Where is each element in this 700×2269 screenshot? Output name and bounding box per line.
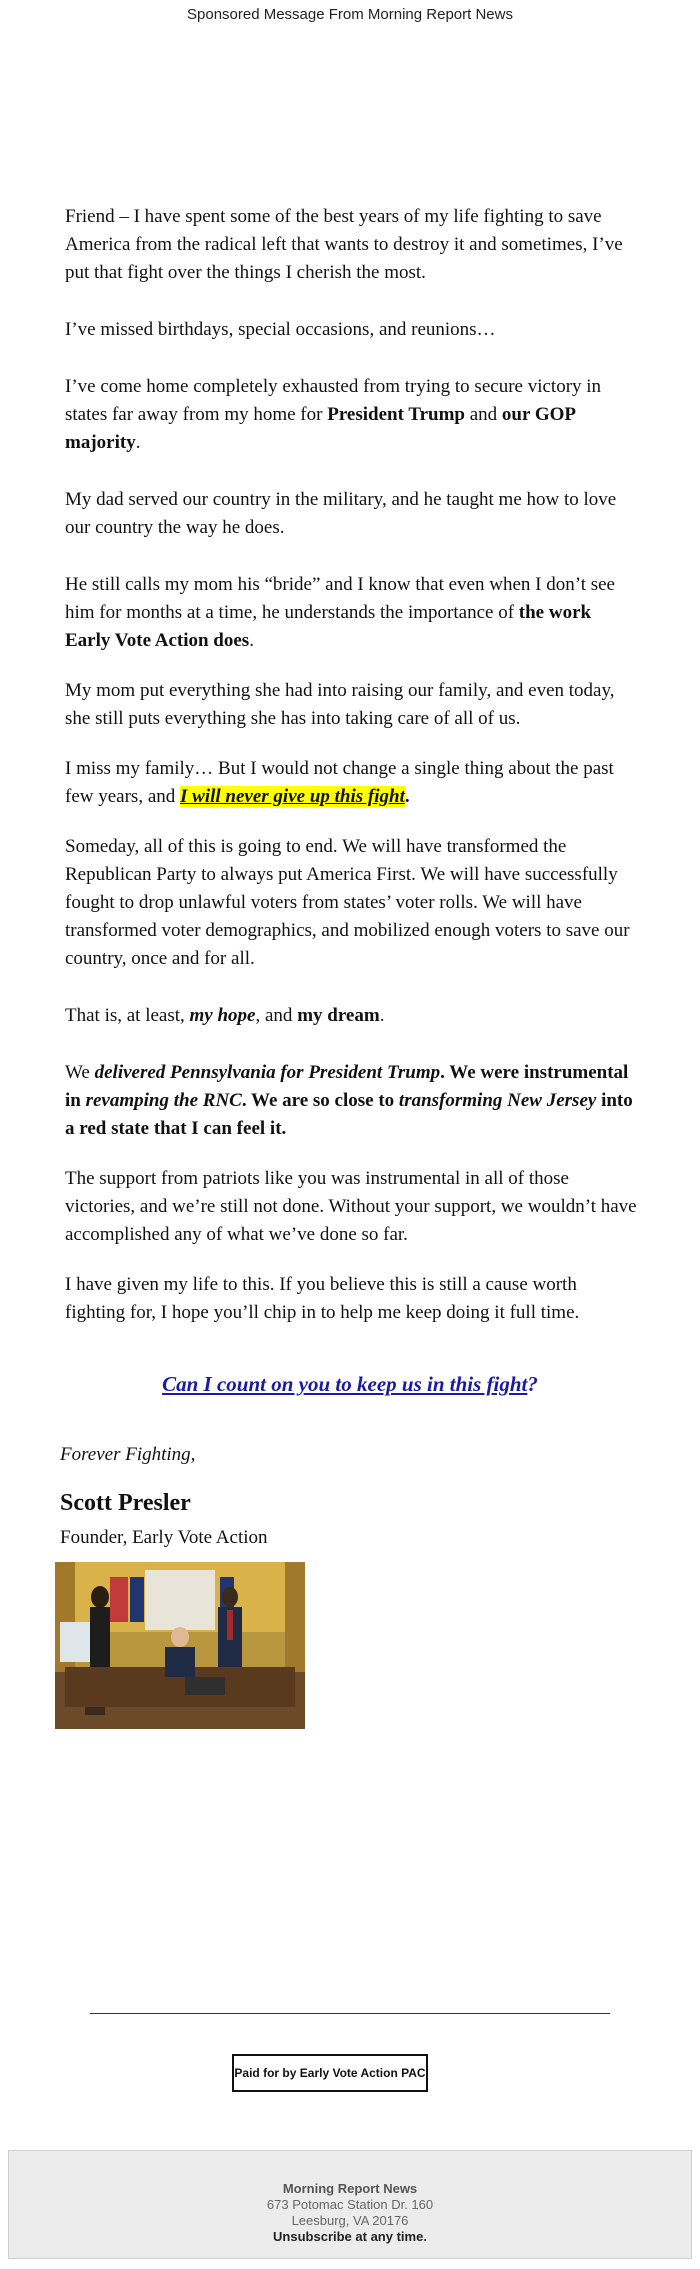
footer xyxy=(8,2150,692,2259)
footer-divider xyxy=(90,2013,610,2014)
donate-cta-suffix: ? xyxy=(527,1372,538,1396)
paragraph-10 xyxy=(65,1059,640,1143)
paragraph-9 xyxy=(65,1002,640,1030)
paragraph-11: The support from patriots like you was instrumental in all of those victories, and we’re still not done. Without your support, we wouldn’t have accomplished any of what we’ve done so far. xyxy=(65,1168,637,1245)
p9-text-e: . xyxy=(379,1005,385,1026)
footer-address-line-2: Leesburg, VA 20176 xyxy=(291,2213,409,2228)
never-give-up-link[interactable]: I will never give up this fight xyxy=(180,786,405,807)
never-give-up-highlight xyxy=(180,786,405,807)
p3-bold-president: President Trump xyxy=(327,404,465,425)
sponsored-header: Sponsored Message From Morning Report News xyxy=(187,6,513,23)
p9-text-c: , and xyxy=(255,1005,298,1026)
paragraph-2: I’ve missed birthdays, special occasions, and reunions… xyxy=(65,319,496,340)
paragraph-7 xyxy=(65,755,640,811)
p10-text-g: into a red state that I can feel it. xyxy=(65,1090,633,1139)
donate-cta-link[interactable]: Can I count on you to keep us in this fight xyxy=(162,1372,528,1396)
p5-text-c: . xyxy=(249,630,254,651)
paragraph-8: Someday, all of this is going to end. We will have transformed the Republican Party to always put America First. We will have successfully fought to drop unlawful voters from states’ voter rolls. We will have transformed voter demographics, and mobilized enough voters to save our country, once and for all. xyxy=(65,836,630,969)
donate-cta xyxy=(60,1372,640,1397)
letter-body xyxy=(65,203,640,1349)
paragraph-4: My dad served our country in the military, and he taught me how to love our country the way he does. xyxy=(65,489,617,538)
paragraph-6: My mom put everything she had into raising our family, and even today, she still puts everything she has into taking care of all of us. xyxy=(65,680,615,729)
p3-text-a: I’ve come home completely exhausted from trying to secure victory in states far away from my home for xyxy=(65,376,602,425)
p5-bold-work: the work Early Vote Action does xyxy=(65,602,592,651)
p7-text-a: I miss my family… But I would not change a single thing about the past few years, and xyxy=(65,758,614,807)
signer-name: Scott Presler xyxy=(60,1490,191,1516)
p10-text-c: . We were instrumental in xyxy=(65,1062,629,1111)
signoff: Forever Fighting, xyxy=(60,1444,196,1465)
p3-text-c: and xyxy=(464,404,502,425)
p10-new-jersey: transforming New Jersey xyxy=(398,1090,597,1111)
p10-pennsylvania: delivered Pennsylvania for President Trump xyxy=(94,1062,441,1083)
paragraph-12: I have given my life to this. If you believe this is still a cause worth fighting for, I hope you’ll chip in to help me keep doing it full time. xyxy=(65,1274,580,1323)
p3-bold-gop: our GOP majority xyxy=(65,404,575,453)
paragraph-5 xyxy=(65,571,640,655)
unsubscribe-link[interactable]: Unsubscribe at any time. xyxy=(273,2229,427,2244)
p7-text-c: . xyxy=(404,786,410,807)
paragraph-1: Friend – I have spent some of the best years of my life fighting to save America from the radical left that wants to destroy it and sometimes, I’ve put that fight over the things I cherish the most. xyxy=(65,206,623,283)
p9-hope: my hope xyxy=(189,1005,256,1026)
footer-org-name: Morning Report News xyxy=(282,2181,418,2196)
p5-text-a: He still calls my mom his “bride” and I know that even when I don’t see him for months at a time, he understands the importance of xyxy=(65,574,615,623)
p9-text-a: That is, at least, xyxy=(65,1005,190,1026)
signer-title: Founder, Early Vote Action xyxy=(60,1527,268,1548)
oval-office-photo xyxy=(55,1562,305,1729)
p10-text-a: We xyxy=(65,1062,95,1083)
p10-text-e: . We are so close to xyxy=(241,1090,399,1111)
paid-for-disclaimer: Paid for by Early Vote Action PAC xyxy=(232,2054,428,2092)
p10-rnc: revamping the RNC xyxy=(85,1090,242,1111)
p9-dream: my dream xyxy=(297,1005,380,1026)
paragraph-3 xyxy=(65,373,640,457)
p3-text-e: . xyxy=(135,432,141,453)
footer-address-line-1: 673 Potomac Station Dr. 160 xyxy=(266,2197,434,2212)
